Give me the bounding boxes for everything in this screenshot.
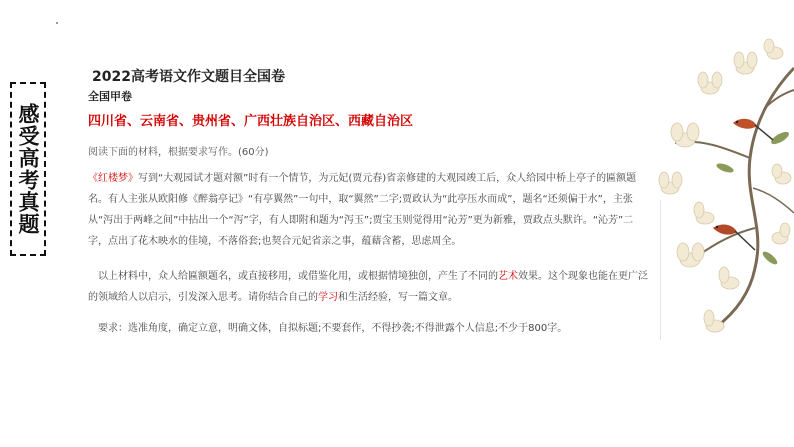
regions-heading: 四川省、云南省、贵州省、广西壮族自治区、西藏自治区 [88, 114, 414, 129]
prompt-text-3: 和生活经验，写一篇文章。 [338, 292, 458, 303]
magnolia-painting-icon [655, 28, 794, 346]
instruction-text: 阅读下面的材料，根据要求写作。(60分) [88, 147, 269, 158]
exam-subtitle: 全国甲卷 [88, 90, 132, 103]
requirements-text: 要求：选准角度，确定立意，明确文体，自拟标题;不要套作，不得抄袭;不得泄露个人信息;不少于800字。 [98, 323, 568, 334]
requirements-paragraph [88, 318, 648, 339]
decorative-dot [56, 22, 58, 24]
highlight-art: 艺术 [498, 271, 518, 282]
prompt-text-1: 以上材料中，众人给匾额题名，或直接移用，或借鉴化用，或根据情境独创，产生了不同的 [98, 271, 498, 282]
side-label-box [10, 82, 46, 256]
prompt-text-2: 效果。这个现象也能在更广泛的领域给人以启示，引发深入思考。请你结合自己的 [88, 271, 648, 303]
material-text: 写到“大观园试才题对额”时有一个情节，为元妃(贾元春)省亲修建的大观园竣工后，众人给园中桥上亭子的匾额题名。有人主张从欧阳修《醉翁亭记》“有亭翼然”一句中，取“翼然”二字;贾政认为“此亭压水而成”，题名“还须偏于水”，主张从“泻出于两峰之间”中拈出一个“泻”字，有人即附和题为“泻玉”;贾宝玉则觉得用“沁芳”更为新雅，贾政点头默许。“沁芳”二字，点出了花木映水的佳境，不落俗套;也契合元妃省亲之事，蕴藉含蓄，思虑周全。 [88, 173, 637, 247]
side-label: 感受高考真题 [16, 103, 40, 235]
page-title: 2022高考语文作文题目全国卷 [92, 69, 285, 85]
prompt-paragraph [88, 266, 648, 308]
book-title: 《红楼梦》 [88, 173, 138, 184]
material-paragraph [88, 168, 648, 252]
highlight-study: 学习 [318, 292, 338, 303]
